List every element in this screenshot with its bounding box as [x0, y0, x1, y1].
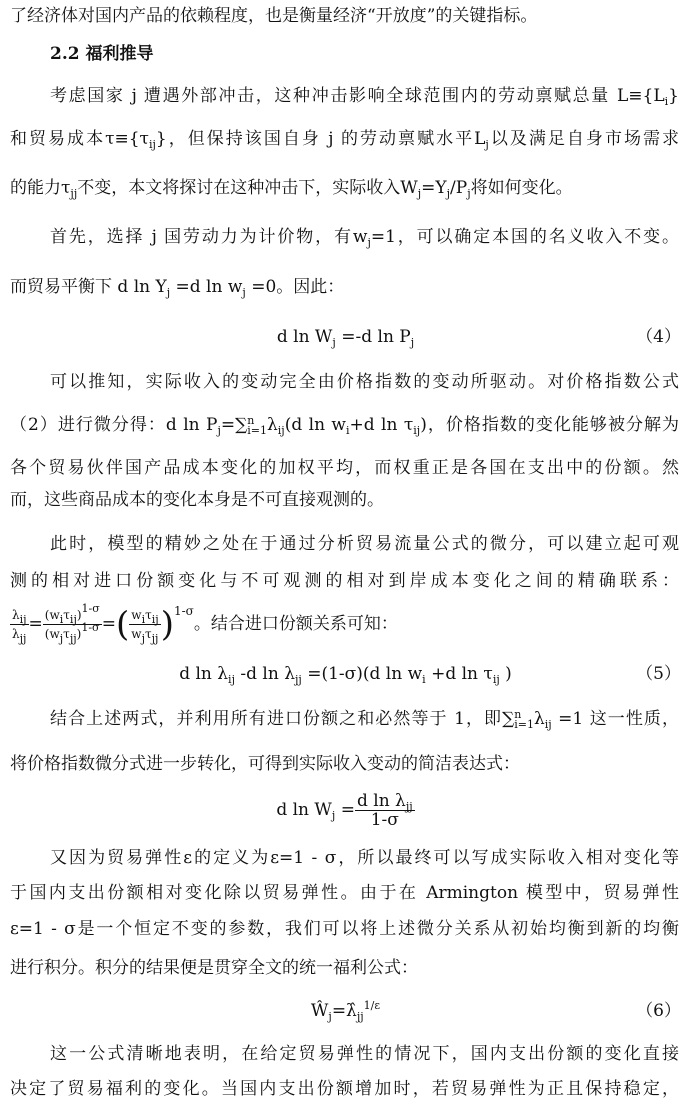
text: 可以推知，实际收入的变动完全由价格指数的变动所驱动。对价格指数公式: [50, 372, 679, 392]
text: λ: [533, 709, 545, 729]
paragraph-line: [10, 881, 679, 905]
paragraph-line: [50, 225, 679, 249]
text: 测的相对进口份额变化与不可观测的相对到岸成本变化之间的精确联系：: [10, 571, 679, 591]
sup: 1-σ: [81, 621, 100, 634]
fraction: [355, 792, 415, 829]
paragraph-line: [10, 956, 679, 980]
sub: i: [345, 424, 350, 437]
paragraph-line: [10, 176, 679, 200]
sub: j: [328, 1010, 332, 1023]
sub: j: [417, 187, 422, 200]
equation-number: （6）: [636, 1001, 681, 1021]
paragraph-line: $\frac{\lambda_{ij}}{\lambda_{jj}}$ = $\frac{(w_i\tau_{ij})^{1-\sigma}}{(w_j\tau_{jj})^{1-\sigma}}$ =( $\frac{w_i\tau_{ij}}{w_j\tau_{jj}}$ )$^{1-\sigma}$。结合进口份额关系可知：: [12, 602, 398, 645]
heading-text: 2.2 福利推导: [50, 44, 154, 64]
paragraph-line: [50, 846, 679, 870]
paragraph-line: [10, 917, 679, 941]
sup: n: [514, 707, 522, 721]
text: =0。因此：: [245, 277, 345, 297]
text: (w: [44, 608, 60, 622]
paragraph-line: [10, 569, 679, 593]
section-heading: [50, 42, 679, 66]
equation-welfare-diff: d $\ln W_j$ = $\frac{d \ln \lambda_{jj}}{1-\sigma}$: [276, 791, 413, 830]
sub: jj: [19, 632, 27, 645]
text: +d ln τ: [349, 415, 414, 435]
text: （2）进行微分得：d ln P: [10, 415, 218, 435]
text: 结合上述两式，并利用所有进口份额之和必然等于 1，即∑: [50, 709, 515, 729]
sub: ij: [228, 673, 235, 686]
sub: ij: [413, 424, 421, 437]
paragraph-line: [10, 275, 679, 299]
text: =(1-σ)(d ln w: [301, 664, 423, 684]
sub: ij: [277, 424, 285, 437]
sub: j: [331, 809, 336, 822]
text: 此时，模型的精妙之处在于通过分析贸易流量公式的微分，可以建立起可观: [50, 534, 679, 554]
text: =d ln w: [170, 277, 243, 297]
equation-number: （5）: [636, 664, 681, 684]
text: =∑: [220, 415, 248, 435]
text: 这一公式清晰地表明，在给定贸易弹性的情况下，国内支出份额的变化直接: [50, 1044, 679, 1064]
text: =λ̂: [331, 1001, 357, 1021]
numerator: [355, 792, 415, 811]
paragraph-line: [10, 413, 679, 437]
numerator: [10, 606, 29, 625]
text: w: [131, 608, 142, 622]
text: )，价格指数的变化能够被分解为: [420, 415, 679, 435]
sub: i=1: [514, 717, 534, 731]
denominator: $(w_j\tau_{jj})^{1-\sigma}$: [44, 621, 100, 645]
sub: jj: [69, 632, 77, 645]
paragraph-line: [50, 1042, 679, 1066]
sum-limits: [514, 707, 534, 731]
denominator: $w_j\tau_{jj}$: [131, 627, 159, 645]
denominator: [10, 625, 29, 643]
equation-6: [0, 998, 691, 1024]
sub: i: [59, 613, 64, 626]
sub: j: [166, 286, 171, 299]
text: /P: [450, 178, 468, 198]
sub: j: [332, 336, 336, 349]
sub: i: [664, 95, 669, 108]
text: λ: [12, 627, 20, 641]
text: =1，可以确定本国的名义收入不变。: [370, 227, 680, 247]
equation-5: [0, 661, 691, 687]
paragraph-line: [10, 127, 679, 151]
text: (w: [44, 627, 60, 641]
text: =1 这一性质，: [551, 709, 679, 729]
paragraph-line: [50, 532, 679, 556]
text: Ŵ: [310, 1001, 329, 1021]
text: +d ln τ: [425, 664, 493, 684]
fraction-paren: [129, 606, 160, 643]
text: d ln W: [276, 327, 333, 347]
paragraph-line: [10, 456, 679, 480]
text: λ: [266, 415, 278, 435]
text: 将如何变化。: [470, 178, 573, 198]
paragraph-line: [50, 707, 679, 731]
sub: jj: [151, 632, 159, 645]
text: 于国内支出份额相对变化除以贸易弹性。由于在 Armington 模型中，贸易弹性: [10, 883, 679, 903]
paragraph-line: [10, 4, 679, 28]
paragraph-line: [10, 488, 679, 512]
text: 又因为贸易弹性ε的定义为ε=1 - σ，所以最终可以写成实际收入相对变化等: [50, 848, 679, 868]
paragraph-line: [10, 1077, 679, 1101]
sub: ij: [492, 673, 500, 686]
text: 了经济体对国内产品的依赖程度，也是衡量经济“开放度”的关键指标。: [10, 6, 538, 26]
sub: j: [446, 187, 451, 200]
text: 决定了贸易福利的变化。当国内支出份额增加时，若贸易弹性为正且保持稳定，: [10, 1079, 679, 1099]
text: 各个贸易伙伴国产品成本变化的加权平均，而权重正是各国在支出中的份额。然: [10, 458, 679, 478]
sub: i: [141, 613, 146, 626]
paragraph-line: [50, 370, 679, 394]
text: 。结合进口份额关系可知：: [193, 614, 398, 634]
fraction-cost-ratio: [43, 602, 102, 645]
text: w: [131, 627, 142, 641]
sub: jj: [70, 187, 78, 200]
text: 和贸易成本τ≡{τ: [10, 129, 149, 149]
fraction-lambda-ratio: [10, 606, 29, 643]
sup: 1-σ: [173, 604, 194, 618]
text: =-d ln P: [335, 327, 411, 347]
sub: ij: [148, 138, 156, 151]
sub: j: [141, 632, 145, 645]
sub: j: [217, 424, 221, 437]
numerator: $w_i\tau_{ij}$: [131, 608, 159, 626]
denominator: 1-σ: [370, 810, 399, 830]
text: }，但保持该国自身 j 的劳动禀赋水平L: [155, 129, 486, 149]
text: d ln λ: [179, 664, 229, 684]
text: 以及满足自身市场需求: [488, 129, 680, 149]
text: λ: [12, 608, 20, 622]
text: -d ln λ: [234, 664, 295, 684]
sub: jj: [356, 1010, 364, 1023]
text: 的能力τ: [10, 178, 71, 198]
sum-limits: [247, 413, 267, 437]
sub: j: [485, 138, 489, 151]
sub: jj: [294, 673, 302, 686]
sub: j: [59, 632, 64, 645]
numerator: $(w_i\tau_{ij})^{1-\sigma}$: [44, 602, 100, 626]
text: 而，这些商品成本的变化本身是不可直接观测的。: [10, 490, 384, 510]
equation-4: [0, 324, 691, 350]
text: 将价格指数微分式进一步转化，可得到实际收入变动的简洁表达式：: [10, 754, 520, 774]
text: ε=1 - σ是一个恒定不变的参数，我们可以将上述微分关系从初始均衡到新的均衡: [10, 919, 679, 939]
text: 而贸易平衡下 d ln Y: [10, 277, 167, 297]
sub: j: [242, 286, 246, 299]
text: 考虑国家 j 遭遇外部冲击，这种冲击影响全球范围内的劳动禀赋总量 L≡{L: [50, 86, 665, 106]
text: d ln λ: [356, 791, 406, 811]
sub: ij: [69, 613, 77, 626]
left-paren: (: [116, 604, 130, 645]
sup: n: [247, 413, 255, 427]
sub: i=1: [247, 423, 267, 437]
sub: j: [467, 187, 471, 200]
paragraph-line: [10, 752, 679, 776]
text: d ln W: [276, 800, 332, 820]
equation-number: （4）: [636, 327, 681, 347]
sup: 1-σ: [81, 602, 100, 615]
text: 进行积分。积分的结果便是贯穿全文的统一福利公式：: [10, 958, 418, 978]
sub: ij: [19, 613, 27, 626]
text: ): [499, 664, 512, 684]
sub: ij: [151, 613, 159, 626]
text: =Y: [421, 178, 447, 198]
sub: ij: [544, 718, 552, 731]
sup: 1/ε: [363, 999, 381, 1012]
text: (d ln w: [284, 415, 346, 435]
sub: j: [410, 336, 415, 349]
sub: jj: [405, 800, 413, 813]
text: 首先，选择 j 国劳动力为计价物，有w: [50, 227, 368, 247]
sub: i: [422, 673, 426, 686]
paragraph-line: 考虑国家 j 遭遇外部冲击，这种冲击影响全球范围内的劳动禀赋总量 $L\equiv\{L_i\}$: [50, 86, 679, 108]
right-paren: ): [160, 604, 174, 645]
sub: j: [367, 236, 371, 249]
text: 不变，本文将探讨在这种冲击下，实际收入W: [77, 178, 418, 198]
